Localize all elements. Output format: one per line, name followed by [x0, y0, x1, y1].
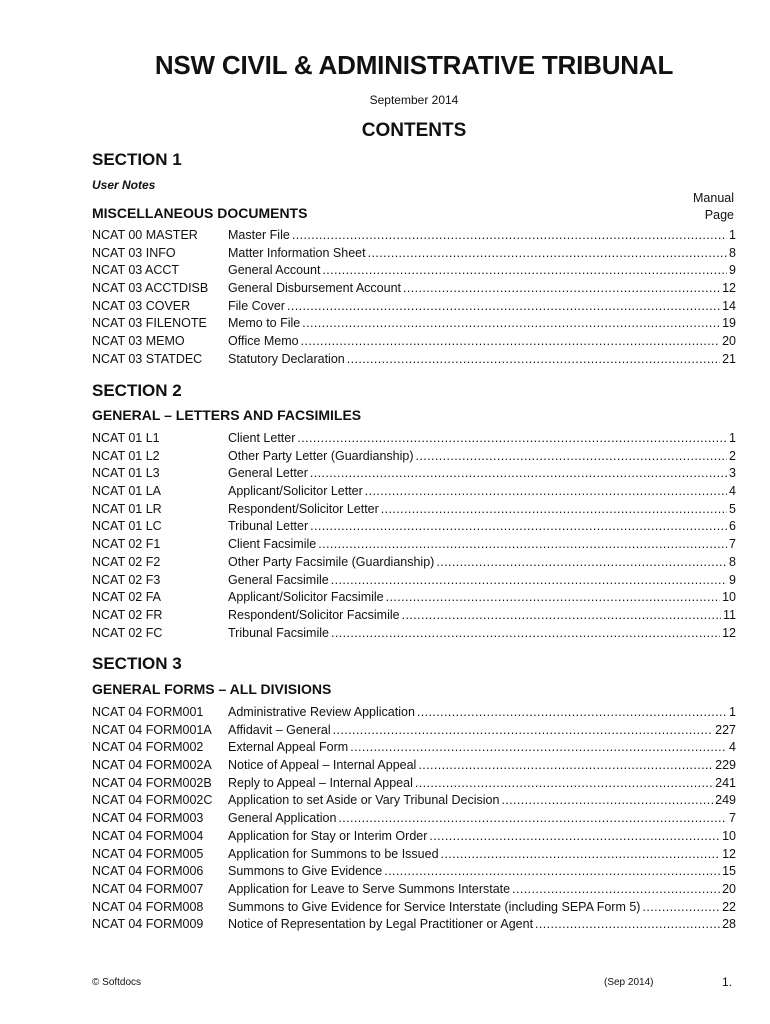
toc-entry-title: Applicant/Solicitor Facsimile: [228, 590, 384, 605]
toc-entry-code: NCAT 04 FORM007: [92, 881, 204, 896]
toc-entry-line: [228, 775, 736, 793]
toc-entry-title: Master File: [228, 228, 290, 242]
toc-entry: [92, 775, 736, 793]
toc-entry-page: 249: [715, 793, 736, 808]
toc-entry-code: NCAT 04 FORM001A: [92, 722, 212, 737]
dot-leader: [386, 589, 720, 607]
document-title: NSW CIVIL & ADMINISTRATIVE TRIBUNAL: [154, 50, 674, 80]
toc-entry-title: Notice of Appeal – Internal Appeal: [228, 758, 417, 773]
toc-entry-page: 12: [722, 846, 736, 861]
toc-entry-line: [228, 572, 736, 590]
toc-entry: [92, 351, 736, 369]
toc-entry-code: NCAT 01 L3: [92, 466, 160, 481]
toc-entry-title: Application to set Aside or Vary Tribunal Decision: [228, 793, 500, 808]
dot-leader: [384, 863, 720, 881]
footer-copyright: © Softdocs: [92, 977, 142, 988]
dot-leader: [331, 572, 727, 590]
toc-entry-code: NCAT 03 STATDEC: [92, 351, 203, 366]
dot-leader: [418, 757, 713, 775]
toc-entry: [92, 810, 736, 828]
toc-entry-page: 14: [722, 298, 736, 313]
toc-entry: [92, 298, 736, 316]
toc-entry-line: [228, 792, 736, 810]
dot-leader: [501, 792, 713, 810]
toc-entry-title: General Account: [228, 263, 321, 278]
toc-entry: [92, 430, 736, 448]
toc-entry-title: Statutory Declaration: [228, 351, 345, 366]
toc-entry-title: Respondent/Solicitor Letter: [228, 501, 379, 516]
toc-entry-line: [228, 536, 736, 554]
toc-entry-title: Client Facsimile: [228, 537, 317, 552]
toc-entry-line: [228, 916, 736, 934]
toc-entry-title: Tribunal Letter: [228, 519, 309, 534]
dot-leader: [310, 465, 727, 483]
dot-leader: [347, 351, 720, 369]
toc-entry-code: NCAT 01 L2: [92, 448, 160, 463]
toc-entry-line: [228, 589, 736, 607]
toc-entry-title: Reply to Appeal – Internal Appeal: [228, 775, 413, 790]
toc-entry-line: [228, 704, 736, 722]
section2-list: [92, 430, 736, 642]
toc-entry-title: Notice of Representation by Legal Practitioner or Agent: [228, 917, 534, 932]
toc-entry: [92, 881, 736, 899]
toc-entry-title: Respondent/Solicitor Facsimile: [228, 607, 400, 622]
toc-entry-page: 19: [722, 316, 736, 331]
toc-entry-page: 28: [722, 917, 736, 932]
toc-entry-title: General Disbursement Account: [228, 281, 402, 296]
dot-leader: [368, 245, 727, 263]
toc-entry-code: NCAT 04 FORM009: [92, 917, 204, 932]
toc-entry-title: Summons to Give Evidence for Service Interstate (including SEPA Form 5): [228, 899, 641, 914]
toc-entry-title: Affidavit – General: [228, 722, 331, 737]
toc-entry: [92, 916, 736, 934]
toc-entry: [92, 899, 736, 917]
toc-entry-page: 4: [729, 740, 736, 755]
toc-entry-line: [228, 518, 736, 536]
toc-entry-code: NCAT 04 FORM008: [92, 899, 204, 914]
toc-entry: [92, 518, 736, 536]
toc-entry-line: [228, 280, 736, 298]
toc-entry-title: General Facsimile: [228, 572, 329, 587]
toc-entry: [92, 739, 736, 757]
toc-entry-title: Office Memo: [228, 334, 299, 349]
toc-entry-code: NCAT 03 FILENOTE: [92, 316, 207, 331]
toc-entry-page: 1: [729, 228, 736, 242]
dot-leader: [415, 775, 713, 793]
toc-entry-code: NCAT 04 FORM006: [92, 864, 204, 879]
section1-list: [92, 227, 736, 369]
toc-entry-code: NCAT 00 MASTER: [92, 228, 198, 242]
toc-entry-title: General Application: [228, 811, 337, 826]
toc-entry-line: [228, 739, 736, 757]
toc-entry-title: File Cover: [228, 298, 285, 313]
footer-edition: (Sep 2014): [604, 977, 654, 988]
toc-entry: [92, 465, 736, 483]
toc-entry-page: 12: [722, 625, 736, 640]
toc-entry: [92, 448, 736, 466]
dot-leader: [292, 227, 727, 245]
dot-leader: [333, 722, 714, 740]
toc-entry-code: NCAT 02 FA: [92, 590, 162, 605]
toc-entry-code: NCAT 01 LC: [92, 519, 162, 534]
section2-heading: SECTION 2: [92, 381, 182, 400]
toc-entry-code: NCAT 01 LR: [92, 501, 162, 516]
toc-entry-line: [228, 465, 736, 483]
toc-entry-line: [228, 607, 736, 625]
toc-entry-page: 241: [715, 775, 736, 790]
toc-entry-code: NCAT 03 ACCTDISB: [92, 281, 209, 296]
toc-entry-line: [228, 625, 736, 643]
toc-entry-code: NCAT 04 FORM002: [92, 740, 204, 755]
toc-entry: [92, 625, 736, 643]
toc-entry-page: 227: [715, 722, 736, 737]
toc-entry: [92, 262, 736, 280]
toc-entry: [92, 722, 736, 740]
dot-leader: [381, 501, 727, 519]
toc-entry-line: [228, 501, 736, 519]
dot-leader: [302, 315, 720, 333]
toc-entry-page: 21: [722, 351, 736, 366]
toc-entry-line: [228, 430, 736, 448]
toc-entry-title: Administrative Review Application: [228, 705, 415, 719]
toc-entry-title: Matter Information Sheet: [228, 245, 366, 260]
dot-leader: [512, 881, 720, 899]
toc-entry-code: NCAT 03 MEMO: [92, 334, 185, 349]
manual-page-label: [693, 190, 734, 224]
section3-heading: SECTION 3: [92, 654, 182, 673]
toc-entry-code: NCAT 02 FR: [92, 607, 163, 622]
toc-entry-page: 11: [723, 607, 736, 622]
dot-leader: [310, 518, 727, 536]
section2-subheading: GENERAL – LETTERS AND FACSIMILES: [92, 407, 362, 423]
toc-entry-code: NCAT 01 L1: [92, 431, 160, 445]
toc-entry-line: [228, 846, 736, 864]
toc-entry-code: NCAT 02 F3: [92, 572, 161, 587]
toc-entry-line: [228, 351, 736, 369]
manual-label: Manual: [693, 191, 734, 205]
toc-entry-line: [228, 863, 736, 881]
toc-entry-line: [228, 899, 736, 917]
toc-entry-line: [228, 315, 736, 333]
toc-entry-page: 1: [729, 431, 736, 445]
dot-leader: [287, 298, 720, 316]
toc-entry-title: Application for Leave to Serve Summons Interstate: [228, 881, 511, 896]
toc-entry-code: NCAT 04 FORM002C: [92, 793, 213, 808]
toc-entry-page: 7: [729, 811, 736, 826]
toc-entry: [92, 792, 736, 810]
dot-leader: [350, 739, 727, 757]
dot-leader: [417, 704, 727, 722]
toc-entry-line: [228, 554, 736, 572]
toc-entry-page: 12: [722, 281, 736, 296]
contents-heading: CONTENTS: [361, 120, 467, 141]
toc-entry: [92, 333, 736, 351]
toc-entry-line: [228, 333, 736, 351]
dot-leader: [322, 262, 727, 280]
toc-entry: [92, 589, 736, 607]
toc-entry-page: 10: [722, 828, 736, 843]
dot-leader: [441, 846, 721, 864]
toc-entry-code: NCAT 02 FC: [92, 625, 163, 640]
toc-entry-line: [228, 483, 736, 501]
toc-entry-title: Other Party Facsimile (Guardianship): [228, 554, 435, 569]
toc-entry-title: Application for Stay or Interim Order: [228, 828, 428, 843]
footer-page-number: 1.: [722, 975, 733, 989]
toc-entry-line: [228, 757, 736, 775]
dot-leader: [402, 607, 721, 625]
toc-entry-line: [228, 810, 736, 828]
section1-subheading: MISCELLANEOUS DOCUMENTS: [92, 205, 308, 221]
user-notes-label: User Notes: [92, 178, 156, 192]
toc-entry-page: 8: [729, 554, 736, 569]
toc-entry-title: General Letter: [228, 466, 308, 481]
toc-entry-line: [228, 448, 736, 466]
toc-entry: [92, 483, 736, 501]
toc-entry-title: Memo to File: [228, 316, 301, 331]
toc-entry: [92, 554, 736, 572]
section1-heading: SECTION 1: [92, 150, 182, 169]
toc-entry-page: 22: [722, 899, 736, 914]
document-date: September 2014: [369, 93, 459, 107]
toc-entry-page: 7: [729, 537, 736, 552]
toc-entry-page: 20: [722, 881, 736, 896]
toc-entry: [92, 607, 736, 625]
toc-entry-code: NCAT 04 FORM005: [92, 846, 204, 861]
toc-entry: [92, 757, 736, 775]
toc-entry-title: Tribunal Facsimile: [228, 625, 329, 640]
toc-entry: [92, 227, 736, 245]
toc-entry: [92, 315, 736, 333]
section3-list: [92, 704, 736, 934]
dot-leader: [338, 810, 727, 828]
toc-entry-code: NCAT 04 FORM003: [92, 811, 204, 826]
toc-entry-title: Client Letter: [228, 431, 296, 445]
dot-leader: [642, 899, 720, 917]
toc-entry-title: Summons to Give Evidence: [228, 864, 383, 879]
toc-entry-code: NCAT 04 FORM002A: [92, 758, 212, 773]
toc-entry-page: 15: [722, 864, 736, 879]
dot-leader: [297, 430, 727, 448]
toc-entry-title: External Appeal Form: [228, 740, 349, 755]
toc-entry-title: Other Party Letter (Guardianship): [228, 448, 414, 463]
toc-entry-code: NCAT 02 F2: [92, 554, 161, 569]
section3-subheading: GENERAL FORMS – ALL DIVISIONS: [92, 681, 332, 697]
toc-entry-code: NCAT 03 INFO: [92, 245, 176, 260]
toc-entry-code: NCAT 04 FORM004: [92, 828, 204, 843]
toc-entry: [92, 572, 736, 590]
toc-entry-page: 8: [729, 245, 736, 260]
toc-entry-code: NCAT 03 COVER: [92, 298, 191, 313]
toc-entry: [92, 863, 736, 881]
toc-entry-line: [228, 828, 736, 846]
toc-entry-page: 229: [715, 758, 736, 773]
toc-entry-line: [228, 881, 736, 899]
toc-entry-line: [228, 262, 736, 280]
dot-leader: [318, 536, 727, 554]
dot-leader: [365, 483, 727, 501]
toc-entry-page: 1: [729, 705, 736, 719]
toc-entry: [92, 828, 736, 846]
dot-leader: [331, 625, 720, 643]
toc-entry-page: 2: [729, 448, 736, 463]
toc-entry-title: Application for Summons to be Issued: [228, 846, 439, 861]
toc-entry: [92, 846, 736, 864]
toc-entry-code: NCAT 04 FORM002B: [92, 775, 212, 790]
toc-entry-title: Applicant/Solicitor Letter: [228, 484, 363, 499]
toc-entry-page: 5: [729, 501, 736, 516]
dot-leader: [429, 828, 720, 846]
toc-entry-page: 9: [729, 263, 736, 278]
toc-entry: [92, 704, 736, 722]
toc-entry-page: 4: [729, 484, 736, 499]
page-label: Page: [704, 208, 734, 222]
toc-entry: [92, 280, 736, 298]
toc-entry-page: 3: [729, 466, 736, 481]
dot-leader: [403, 280, 720, 298]
toc-entry-line: [228, 245, 736, 263]
dot-leader: [416, 448, 728, 466]
dot-leader: [436, 554, 727, 572]
toc-entry: [92, 536, 736, 554]
toc-entry-page: 9: [729, 572, 736, 587]
toc-entry-code: NCAT 02 F1: [92, 537, 161, 552]
toc-entry: [92, 245, 736, 263]
toc-entry-code: NCAT 04 FORM001: [92, 705, 204, 719]
toc-entry: [92, 501, 736, 519]
dot-leader: [301, 333, 720, 351]
toc-entry-code: NCAT 03 ACCT: [92, 263, 180, 278]
toc-entry-line: [228, 227, 736, 245]
toc-entry-page: 6: [729, 519, 736, 534]
dot-leader: [535, 916, 720, 934]
toc-entry-line: [228, 722, 736, 740]
toc-entry-line: [228, 298, 736, 316]
toc-entry-page: 10: [722, 590, 736, 605]
toc-entry-code: NCAT 01 LA: [92, 484, 162, 499]
toc-entry-page: 20: [722, 334, 736, 349]
